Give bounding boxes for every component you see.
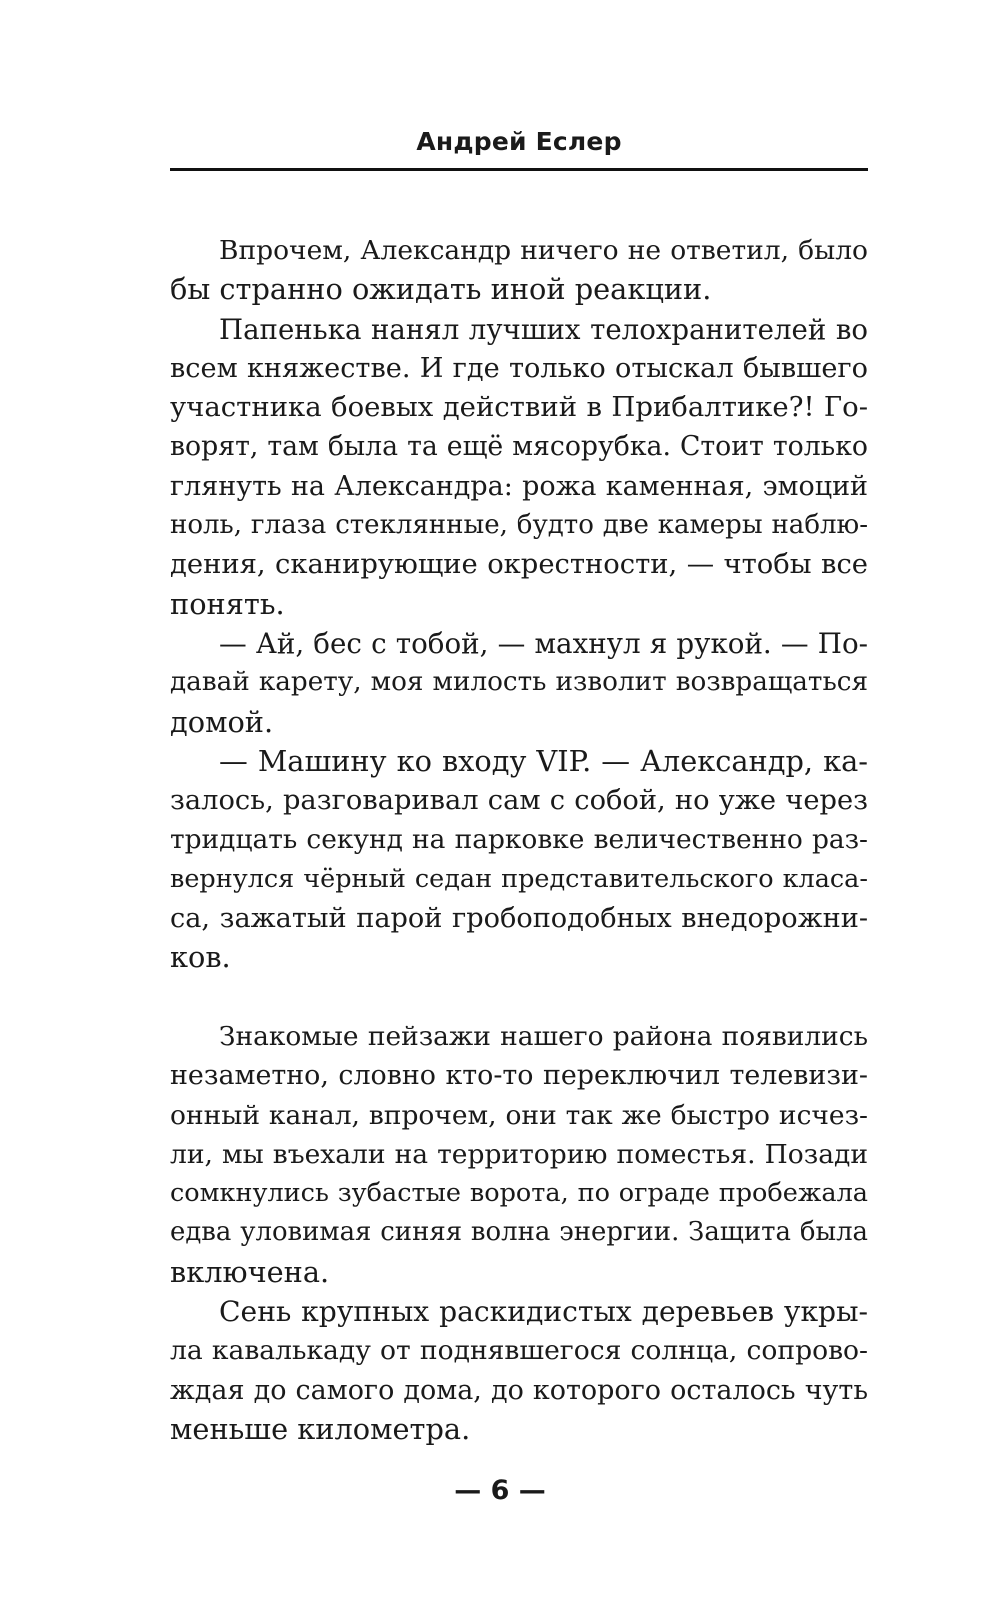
text-line: Папенька нанял лучших телохранителей во	[219, 312, 868, 346]
text-line: Знакомые пейзажи нашего района появились	[219, 1020, 868, 1052]
text-line: домой.	[170, 704, 274, 739]
text-line: включена.	[170, 1254, 330, 1289]
text-line: Впрочем, Александр ничего не ответил, было	[219, 235, 868, 266]
text-line: ла кавалькаду от поднявшегося солнца, сопрово-	[170, 1335, 868, 1367]
page-number: — 6 —	[454, 1475, 546, 1506]
text-line: са, зажатый парой гробоподобных внедорожни-	[170, 903, 868, 935]
text-line: вернулся чёрный седан представительского класа-	[170, 863, 868, 894]
text-line: дения, сканирующие окрестности, — чтобы все	[170, 549, 868, 581]
header-rule	[170, 168, 868, 171]
text-line: давай карету, моя милость изволит возвращаться	[170, 667, 868, 698]
body-text	[170, 231, 868, 1449]
text-line: бы странно ожидать иной реакции.	[170, 272, 712, 307]
text-line: ноль, глаза стеклянные, будто две камеры наблю-	[170, 510, 868, 541]
text-line: тридцать секунд на парковке величественно раз-	[170, 824, 868, 856]
text-line: понять.	[170, 586, 285, 621]
text-line: онный канал, впрочем, они так же быстро исчез-	[170, 1099, 868, 1131]
text-line: ков.	[170, 940, 231, 975]
text-line: глянуть на Александра: рожа каменная, эмоций	[170, 470, 868, 502]
running-head-author: Андрей Еслер	[416, 127, 622, 156]
text-line: ворят, там была та ещё мясорубка. Стоит только	[170, 431, 868, 463]
text-line: сомкнулись зубастые ворота, по ограде пробежала	[170, 1178, 868, 1209]
text-line: Сень крупных раскидистых деревьев укры-	[219, 1295, 868, 1329]
text-line: незаметно, словно кто-то переключил телевизи-	[170, 1060, 868, 1092]
text-line: — Машину ко входу VIP. — Александр, ка-	[219, 743, 868, 778]
text-line: ждая до самого дома, до которого осталось чуть	[170, 1374, 868, 1406]
text-line: — Ай, бес с тобой, — махнул я рукой. — По-	[219, 626, 868, 660]
section-break	[170, 978, 868, 1017]
text-line: едва уловимая синяя волна энергии. Защита была	[170, 1217, 868, 1248]
text-line: участника боевых действий в Прибалтике?! Го-	[170, 391, 868, 424]
text-line: ли, мы въехали на территорию поместья. Позади	[170, 1138, 868, 1170]
text-line: всем княжестве. И где только отыскал бывшего	[170, 352, 868, 384]
text-line: меньше километра.	[170, 1411, 471, 1446]
text-line: залось, разговаривал сам с собой, но уже через	[170, 785, 868, 817]
